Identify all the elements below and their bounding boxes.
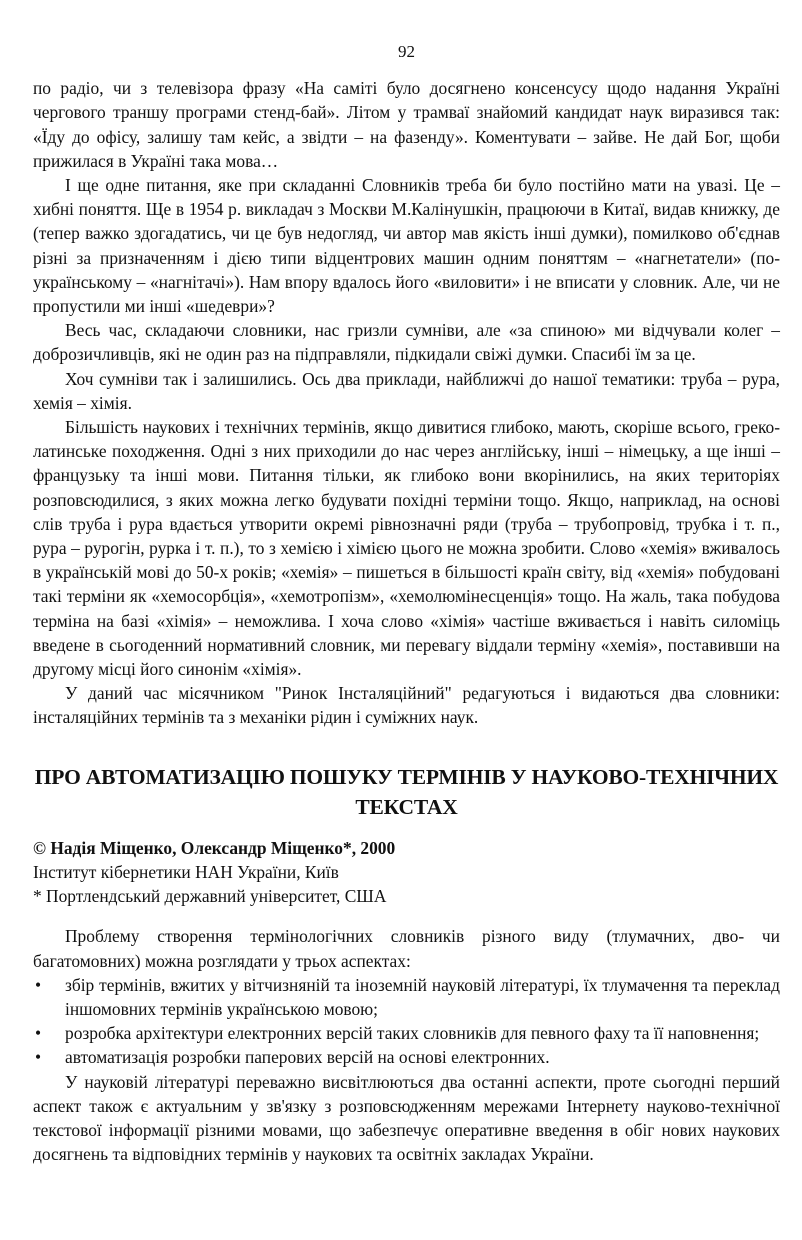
paragraph-terminology-origin: Більшість наукових і технічних термінів, якщо дивитися глибоко, мають, скоріше всього, греко-латинське походження. Одні з них приходили до нас через англійську, інші – німецьку, а ще інші – французьку та інші мови. Питання тільки, як глибоко вони вкорінились, на яких територіях розповсюдилися, з яких можна легко будувати похідні терміни тощо. Якщо, наприклад, на основі слів труба і рура вдається утворити окремі рівнозначні ряди (труба – трубопровід, трубка і т. п., рура – рурогін, рурка і т. п.), то з хемією і хімією цього не можна зробити. Слово «хемія» вживалось в українській мові до 50-х років; «хемія» – пишеться в більшості країн світу, від «хемія» побудовані такі терміни як «хемосорбція», «хемотропізм», «хемолюмінесценція» тощо. На жаль, така побудова терміна на базі «хімія» – неможлива. І хоча слово «хімія» частіше вживається і навіть силоміць введене в сьогоденний нормативний словник, ми перевагу віддали терміну «хемія», поставивши на другому місці його синонім «хімія».	[33, 417, 780, 680]
spacer	[33, 908, 780, 924]
list-item	[33, 1021, 780, 1045]
list-item-text: розробка архітектури електронних версій таких словників для певного фаху та її наповнення;	[65, 1023, 760, 1044]
article-closing-paragraph: У науковій літературі переважно висвітлюються два останні аспекти, проте сьогодні перший аспект також є актуальним у зв'язку з розповсюдженням мережами Інтернету науково-технічної текстової інформації різними мовами, що забезпечує оперативне введення в обіг нових наукових досягнень та відповідних термінів у наукових та освітніх закладах України.	[33, 1071, 780, 1165]
affiliation-kyiv: Інститут кібернетики НАН України, Київ	[33, 861, 339, 882]
bullet-icon: •	[35, 1047, 42, 1068]
article-title: ПРО АВТОМАТИЗАЦІЮ ПОШУКУ ТЕРМІНІВ У НАУКОВО-ТЕХНІЧНИХ ТЕКСТАХ	[34, 764, 779, 819]
paragraph-dictionaries: У даний час місячником "Ринок Інсталяційний" редагуються і видаються два словники: інсталяційних термінів та з механіки рідин і суміжних наук.	[33, 683, 780, 728]
bullet-icon: •	[35, 974, 42, 995]
article-authors: © Надія Міщенко, Олександр Міщенко*, 2000	[33, 837, 396, 858]
paragraph-false-concepts: І ще одне питання, яке при складанні Словників треба би було постійно мати на увазі. Це – хибні поняття. Ще в 1954 р. викладач з Москви М.Калінушкін, працюючи в Китаї, видав книжку, де (тепер важко здогадатись, чи це був недогляд, чи автор мав якість інші думки), помилково об'єднав різні за призначенням і дією типи відцентрових машин одним поняттям – «нагнетатели» (по-українському – «нагнітачі»). Нам впору вдалось його «виловити» і не вписати у словник. Але, чи не пропустили ми інші «шедеври»?	[33, 175, 780, 317]
list-item-text: автоматизація розробки паперових версій на основі електронних.	[65, 1047, 550, 1068]
affiliation-portland: * Портлендський державний університет, США	[33, 886, 387, 907]
list-item	[33, 973, 780, 1021]
paragraph-continuation: по радіо, чи з телевізора фразу «На саміті було досягнено консенсусу щодо надання Україні чергового траншу програми стенд-бай». Літом у трамваї знайомий кандидат наук виразився так: «Їду до офісу, залишу там кейс, а звідти – на фазенду». Коментувати – зайве. Не дай Бог, щоби прижилася в Україні така мова…	[33, 78, 780, 171]
list-item-text: збір термінів, вжитих у вітчизняній та іноземній науковій літературі, їх тлумачення та переклад іншомовних термінів українською мовою;	[65, 974, 780, 1019]
bullet-icon: •	[35, 1023, 42, 1044]
paragraph-examples: Хоч сумніви так і залишились. Ось два приклади, найближчі до нашої тематики: труба – рура, хемія – хімія.	[33, 368, 780, 413]
paragraph-doubts: Весь час, складаючи словники, нас гризли сумніви, але «за спиною» ми відчували колег – доброзичливців, які не один раз на підправляли, підкидали свіжі думки. Спасибі їм за це.	[33, 320, 780, 365]
aspects-list	[33, 973, 780, 1070]
article-intro: Проблему створення термінологічних словників різного виду (тлумачних, дво- чи багатомовних) можна розглядати у трьох аспектах:	[33, 926, 780, 971]
list-item	[33, 1045, 780, 1069]
page-number: 92	[398, 42, 415, 61]
